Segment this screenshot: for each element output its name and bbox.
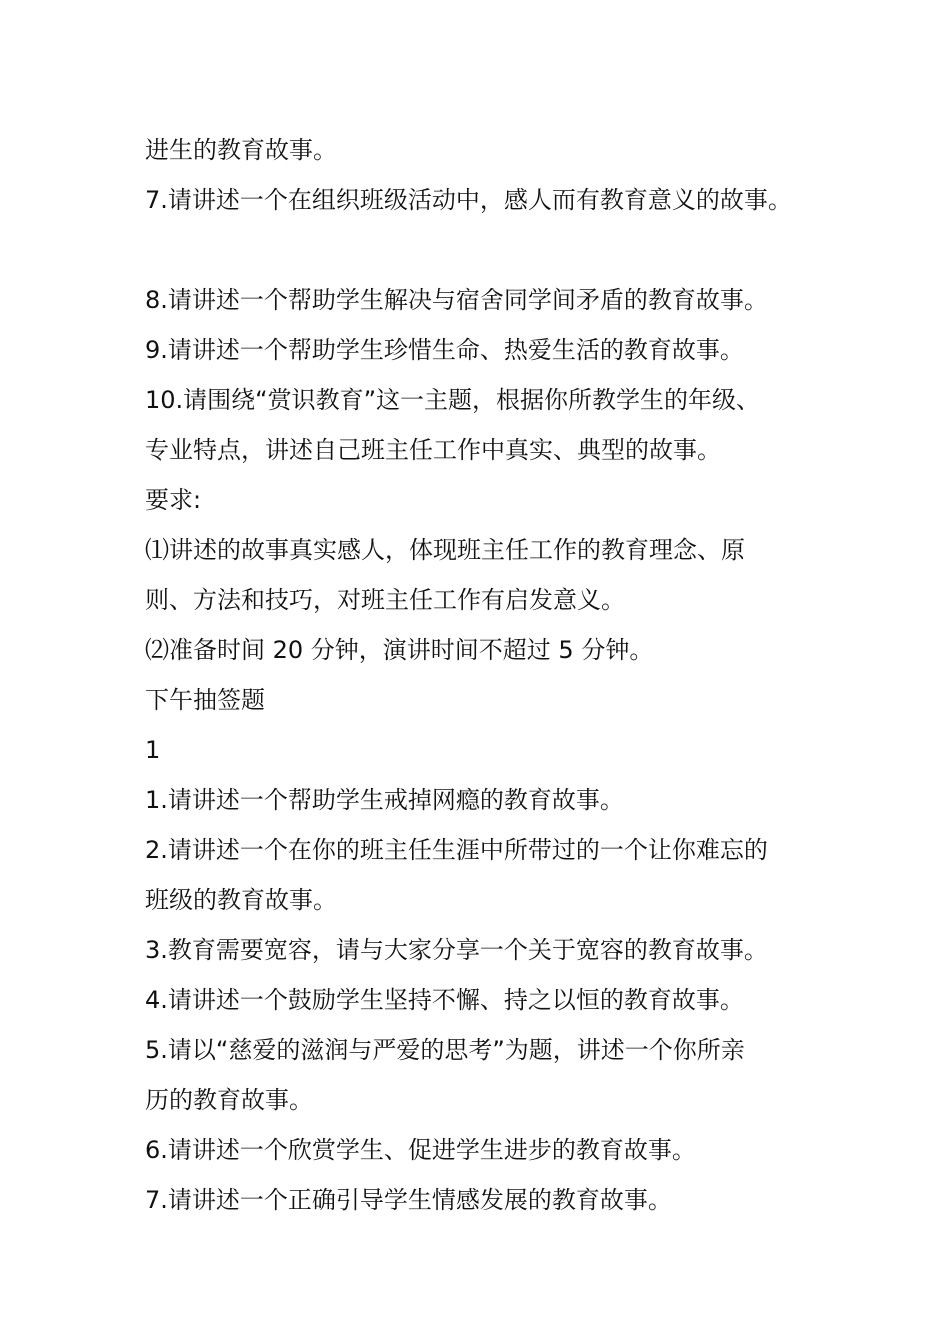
text-line: 7.请讲述一个在组织班级活动中，感人而有教育意义的故事。 — [145, 186, 792, 214]
section-heading: 下午抽签题 — [145, 686, 265, 714]
text-line: 专业特点，讲述自己班主任工作中真实、典型的故事。 — [145, 436, 721, 464]
text-line: ⑴讲述的故事真实感人，体现班主任工作的教育理念、原 — [145, 536, 745, 564]
text-line: 8.请讲述一个帮助学生解决与宿舍同学间矛盾的教育故事。 — [145, 286, 768, 314]
text-line: 5.请以“慈爱的滋润与严爱的思考”为题，讲述一个你所亲 — [145, 1036, 745, 1064]
text-line: 1 — [145, 736, 161, 764]
text-line: 10.请围绕“赏识教育”这一主题，根据你所教学生的年级、 — [145, 386, 761, 414]
text-line: 进生的教育故事。 — [145, 136, 337, 164]
text-line: ⑵准备时间 20 分钟，演讲时间不超过 5 分钟。 — [145, 636, 654, 664]
text-line: 6.请讲述一个欣赏学生、促进学生进步的教育故事。 — [145, 1136, 696, 1164]
text-line: 历的教育故事。 — [145, 1086, 313, 1114]
text-line: 4.请讲述一个鼓励学生坚持不懈、持之以恒的教育故事。 — [145, 986, 744, 1014]
text-line: 3.教育需要宽容，请与大家分享一个关于宽容的教育故事。 — [145, 936, 768, 964]
text-line: 7.请讲述一个正确引导学生情感发展的教育故事。 — [145, 1186, 672, 1214]
section-heading: 要求: — [145, 486, 202, 514]
text-line: 班级的教育故事。 — [145, 886, 337, 914]
text-line: 2.请讲述一个在你的班主任生涯中所带过的一个让你难忘的 — [145, 836, 768, 864]
text-line: 则、方法和技巧，对班主任工作有启发意义。 — [145, 586, 625, 614]
text-line: 1.请讲述一个帮助学生戒掉网瘾的教育故事。 — [145, 786, 624, 814]
text-line: 9.请讲述一个帮助学生珍惜生命、热爱生活的教育故事。 — [145, 336, 744, 364]
